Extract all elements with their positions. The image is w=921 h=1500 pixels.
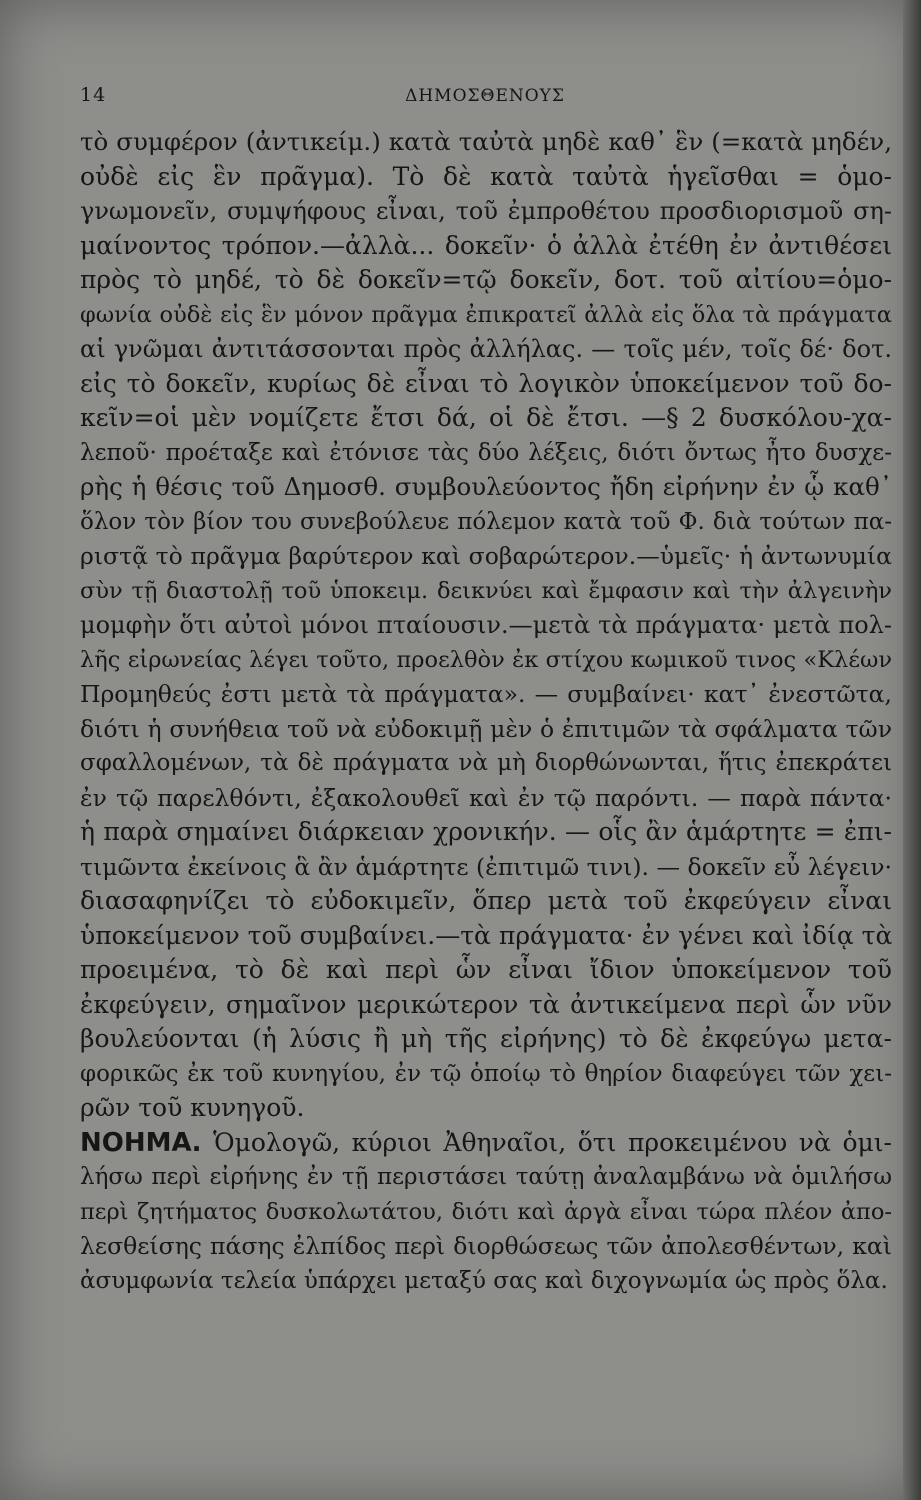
page-edge-shadow: [903, 0, 921, 1500]
text-line: τιμῶντα ἐκείνοις ἃ ἂν ἁμάρτητε (ἐπιτιμῶ τινι). — δοκεῖν εὖ λέγειν·: [80, 852, 892, 881]
text-line: φωνία οὐδὲ εἰς ἓν μόνον πρᾶγμα ἐπικρατεῖ ἀλλὰ εἰς ὅλα τὰ πράγματα: [80, 301, 892, 328]
text-line: ἐν τῷ παρελθόντι, ἐξακολουθεῖ καὶ ἐν τῷ παρόντι. — παρὰ πάντα·: [80, 783, 892, 812]
running-title: ΔΗΜΟΣΘΕΝΟΥΣ: [405, 86, 565, 106]
noema-line: ἀσυμφωνία τελεία ὑπάρχει μεταξύ σας καὶ διχογνωμία ὡς πρὸς ὅλα.: [80, 1267, 888, 1294]
text-line: λῆς εἰρωνείας λέγει τοῦτο, προελθὸν ἐκ στίχου κωμικοῦ τινος «Κλέων: [80, 646, 892, 673]
text-line: αἱ γνῶμαι ἀντιτάσσονται πρὸς ἀλλήλας. — τοῖς μέν, τοῖς δέ· δοτ.: [80, 335, 892, 363]
text-line: ἡ παρὰ σημαίνει διάρκειαν χρονικήν. — οἷς ἂν ἁμάρτητε = ἐπι-: [80, 817, 892, 846]
text-line: πρὸς τὸ μηδέ, τὸ δὲ δοκεῖν=τῷ δοκεῖν, δοτ. τοῦ αἰτίου=ὁμο-: [80, 265, 892, 294]
text-line: διασαφηνίζει τὸ εὐδοκιμεῖν, ὅπερ μετὰ τοῦ ἐκφεύγειν εἶναι: [80, 886, 892, 915]
page-number: 14: [80, 84, 107, 106]
text-line: ὅλον τὸν βίον του συνεβούλευε πόλεμον κατὰ τοῦ Φ. διὰ τούτων πα-: [80, 508, 892, 535]
text-line: ριστᾷ τὸ πρᾶγμα βαρύτερον καὶ σοβαρώτερον.—ὑμεῖς· ἡ ἀντωνυμία: [80, 542, 892, 570]
text-line: διότι ἡ συνήθεια τοῦ νὰ εὐδοκιμῇ μὲν ὁ ἐπιτιμῶν τὰ σφάλματα τῶν: [80, 714, 892, 743]
text-line: ὑποκείμενον τοῦ συμβαίνει.—τὰ πράγματα· ἐν γένει καὶ ἰδίᾳ τὰ: [80, 920, 893, 950]
text-line: σφαλλομένων, τὰ δὲ πράγματα νὰ μὴ διορθώνωνται, ἥτις ἐπεκράτει: [80, 750, 892, 776]
noema-label: ΝΟΗΜΑ.: [80, 1127, 202, 1158]
noema-line: Ὁμολογῶ, κύριοι Ἀθηναῖοι, ὅτι προκειμένου νὰ ὁμι-: [213, 1127, 893, 1157]
text-line: κεῖν=οἱ μὲν νομίζετε ἔτσι δά, οἱ δὲ ἔτσι. —§ 2 δυσκόλου-χα-: [80, 403, 892, 432]
commentary-text: [80, 125, 892, 1298]
text-line: φορικῶς ἐκ τοῦ κυνηγίου, ἐν τῷ ὁποίῳ τὸ θηρίον διαφεύγει τῶν χει-: [80, 1060, 892, 1087]
noema-first-line: [80, 1126, 892, 1161]
text-line: γνωμονεῖν, συμψήφους εἶναι, τοῦ ἐμπροθέτου προσδιορισμοῦ ση-: [80, 197, 892, 225]
text-line: προειμένα, τὸ δὲ καὶ περὶ ὧν εἶναι ἴδιον ὑποκείμενον τοῦ: [80, 955, 892, 984]
text-line: ἐκφεύγειν, σημαῖνον μερικώτερον τὰ ἀντικείμενα περὶ ὧν νῦν: [80, 989, 892, 1019]
noema-line: λεσθείσης πάσης ἐλπίδος περὶ διορθώσεως τῶν ἀπολεσθέντων, καὶ: [80, 1232, 892, 1260]
text-line: μομφὴν ὅτι αὐτοὶ μόνοι πταίουσιν.—μετὰ τὰ πράγματα· μετὰ πολ-: [80, 611, 892, 639]
noema-line: περὶ ζητήματος δυσκολωτάτου, διότι καὶ ἀργὰ εἶναι τώρα πλέον ἀπο-: [80, 1198, 892, 1225]
text-line: ρὴς ἡ θέσις τοῦ Δημοσθ. συμβουλεύοντος ἤδη εἰρήνην ἐν ᾧ καθ᾽: [80, 472, 892, 501]
text-line: ρῶν τοῦ κυνηγοῦ.: [80, 1093, 305, 1122]
text-line: σὺν τῇ διαστολῇ τοῦ ὑποκειμ. δεικνύει καὶ ἔμφασιν καὶ τὴν ἀλγεινὴν: [80, 577, 892, 604]
noema-line: λήσω περὶ εἰρήνης ἐν τῇ περιστάσει ταύτῃ ἀναλαμβάνω νὰ ὁμιλήσω: [80, 1164, 892, 1190]
text-line: τὸ συμφέρον (ἀντικείμ.) κατὰ ταὐτὰ μηδὲ καθ᾽ ἓν (=κατὰ μηδέν,: [80, 127, 892, 156]
text-line: λεποῦ· προέταξε καὶ ἐτόνισε τὰς δύο λέξεις, διότι ὄντως ἦτο δυσχε-: [80, 439, 892, 466]
text-line: Προμηθεύς ἐστι μετὰ τὰ πράγματα». — συμβαίνει· κατ᾽ ἐνεστῶτα,: [80, 680, 892, 708]
page-header: [80, 84, 890, 114]
text-line: οὐδὲ εἰς ἓν πρᾶγμα). Τὸ δὲ κατὰ ταὐτὰ ἡγεῖσθαι = ὁμο-: [80, 161, 892, 191]
text-line: εἰς τὸ δοκεῖν, κυρίως δὲ εἶναι τὸ λογικὸν ὑποκείμενον τοῦ δο-: [80, 368, 892, 398]
text-line: μαίνοντος τρόπον.—ἀλλὰ... δοκεῖν· ὁ ἀλλὰ ἐτέθη ἐν ἀντιθέσει: [80, 230, 892, 260]
text-line: βουλεύονται (ἡ λύσις ἢ μὴ τῆς εἰρήνης) τὸ δὲ ἐκφεύγω μετα-: [80, 1024, 892, 1053]
